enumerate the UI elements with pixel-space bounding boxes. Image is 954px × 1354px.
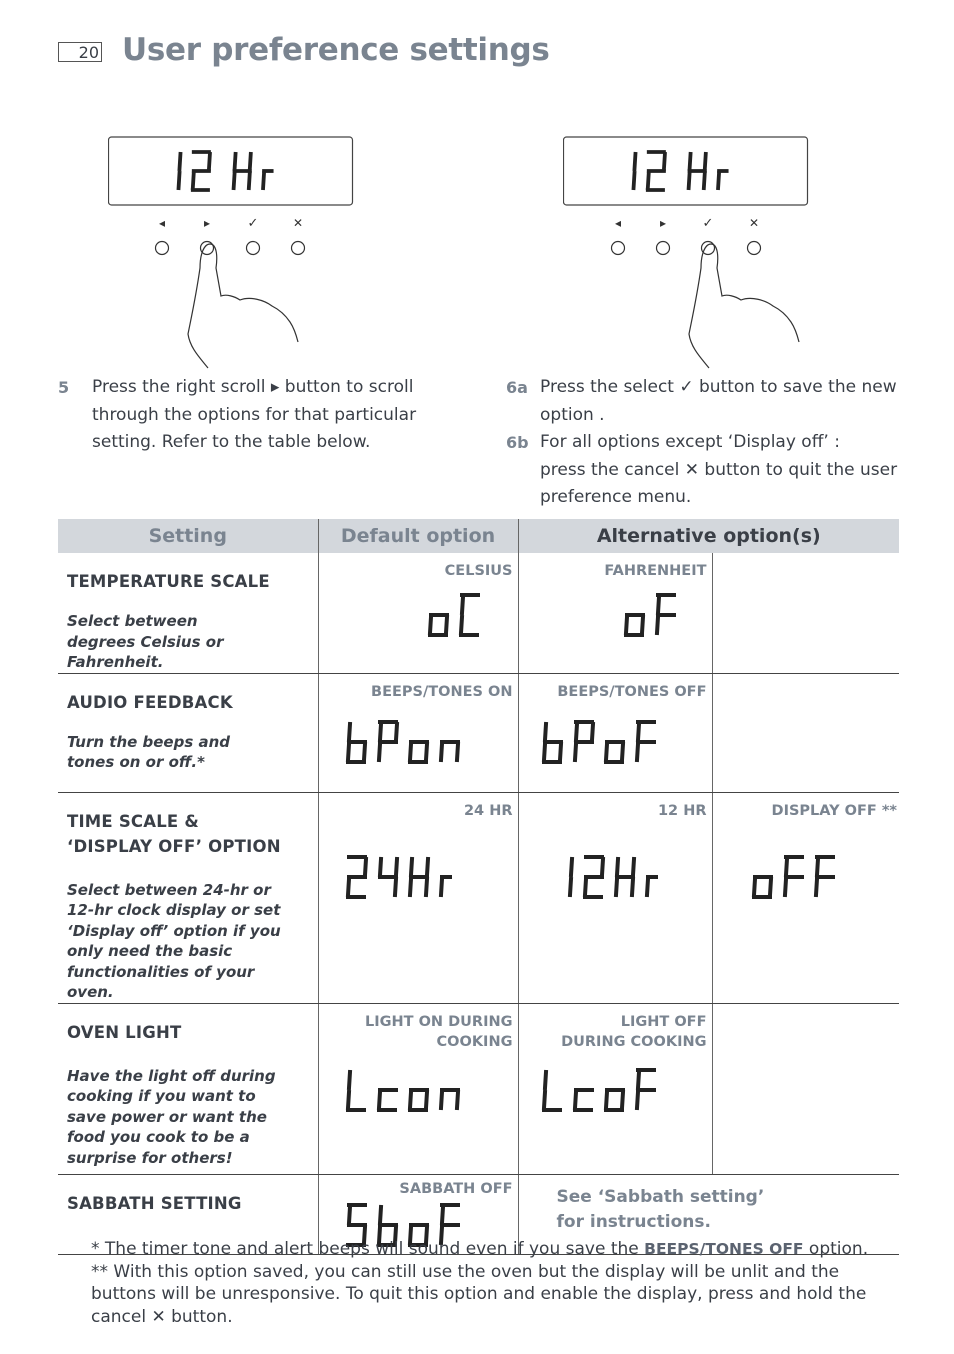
lcd-char (657, 595, 674, 633)
control-panel-illustration-select (563, 136, 813, 376)
lcd-char (544, 1072, 560, 1110)
cross-icon: ✕ (748, 216, 760, 230)
lcd-display-beeps-off (519, 702, 713, 772)
lcd-display-12hr (519, 821, 713, 911)
page-number: 20 (58, 42, 102, 62)
setting-name: OVEN LIGHT (67, 1022, 182, 1042)
lcd-char (754, 877, 771, 897)
preferences-table (58, 519, 899, 1255)
footnotes (91, 1238, 891, 1328)
lcd-char (544, 724, 561, 762)
lcd-char (606, 742, 623, 762)
option-label: SABBATH OFF (399, 1180, 513, 1197)
lcd-display-light-on (319, 1052, 519, 1122)
setting-description: Select between 24-hr or 12-hr clock display or set ‘Display off’ option if you only need the basic functionalities of your oven. (67, 880, 281, 1001)
right-arrow-icon: ▸ (203, 216, 211, 230)
left-arrow-icon: ◂ (614, 216, 622, 230)
lcd-char (637, 722, 654, 760)
lcd-char (626, 615, 643, 635)
lcd-char (616, 859, 634, 895)
lcd-display-24hr (319, 821, 519, 911)
cancel-button (292, 242, 305, 255)
lcd-char (634, 154, 636, 188)
page-title: User preference settings (122, 32, 550, 68)
lcd-char (637, 1070, 654, 1108)
lcd-char (441, 1205, 458, 1243)
table-row (58, 673, 899, 792)
check-icon: ✓ (247, 216, 259, 231)
lcd-char (348, 1072, 364, 1110)
option-label: FAHRENHEIT (604, 563, 707, 579)
lcd-char (585, 857, 603, 897)
lcd-char (430, 615, 447, 635)
finger-icon (188, 244, 298, 368)
option-label: LIGHT ON DURING COOKING (364, 1013, 513, 1050)
control-panel-illustration-scroll (108, 136, 358, 376)
lcd-char (570, 859, 572, 895)
lcd-display-off (713, 821, 900, 911)
lcd-char (441, 742, 458, 760)
lcd-char (348, 724, 365, 762)
cancel-button (748, 242, 761, 255)
scroll-left-button (612, 242, 625, 255)
option-label: 24 HR (463, 802, 513, 819)
lcd-char (816, 857, 833, 895)
scroll-right-button (657, 242, 670, 255)
setting-description: Turn the beeps and tones on or off.* (67, 732, 231, 771)
setting-description: Have the light off during cooking if you want to save power or want the food you cook to be a surprise for others! (67, 1066, 276, 1167)
lcd-char (647, 877, 656, 895)
lcd-char (575, 1090, 592, 1110)
table-row (58, 553, 899, 673)
lcd-char (380, 859, 397, 895)
lcd-display-fahrenheit (519, 581, 713, 641)
setting-description: Select between degrees Celsius or Fahrenheit. (67, 612, 224, 671)
cross-icon: ✕ (292, 216, 304, 230)
header-alternative-options: Alternative option(s) (518, 519, 899, 553)
option-label: BEEPS/TONES OFF (557, 683, 707, 700)
scroll-left-button (156, 242, 169, 255)
lcd-char (379, 1090, 396, 1110)
lcd-char (379, 722, 397, 760)
lcd-char (461, 595, 478, 635)
option-label: 12 HR (657, 802, 707, 819)
select-button (247, 242, 260, 255)
footnote-1: * The timer tone and alert beeps will sound even if you save the BEEPS/TONES OFF option. (91, 1239, 869, 1259)
finger-icon (689, 244, 799, 368)
option-label: LIGHT OFF DURING COOKING (561, 1013, 707, 1050)
option-label: BEEPS/TONES ON (371, 683, 513, 700)
setting-name: SABBATH SETTING (67, 1193, 242, 1213)
setting-name: TIME SCALE & ‘DISPLAY OFF’ OPTION (67, 811, 281, 856)
lcd-char (441, 877, 450, 895)
sabbath-note: See ‘Sabbath setting’ for instructions. (556, 1186, 765, 1232)
check-icon: ✓ (702, 216, 714, 231)
lcd-char (410, 742, 427, 762)
lcd-char (785, 857, 802, 895)
lcd-display-celsius (319, 581, 519, 641)
setting-name: AUDIO FEEDBACK (67, 692, 233, 712)
setting-name: TEMPERATURE SCALE (67, 572, 270, 591)
lcd-char (441, 1090, 458, 1108)
lcd-char (410, 859, 428, 895)
header-setting: Setting (58, 519, 318, 553)
left-arrow-icon: ◂ (158, 216, 166, 230)
lcd-char (606, 1090, 623, 1110)
lcd-char (410, 1090, 427, 1110)
lcd-char (179, 154, 181, 188)
lcd-display-light-off (519, 1052, 713, 1122)
footnote-2: ** With this option saved, you can still use the oven but the display will be unlit and the buttons will be unresponsive. To quit this option and enable the display, press and hold the cancel ✕ button. (91, 1261, 867, 1327)
option-label: DISPLAY OFF ** (771, 802, 898, 819)
right-arrow-icon: ▸ (659, 216, 667, 230)
lcd-display-beeps-on (319, 702, 519, 772)
option-label: CELSIUS (444, 563, 513, 579)
table-row (58, 792, 899, 1003)
lcd-char (575, 722, 593, 760)
header-default-option: Default option (318, 519, 518, 553)
table-row (58, 1003, 899, 1174)
lcd-char (348, 857, 366, 897)
